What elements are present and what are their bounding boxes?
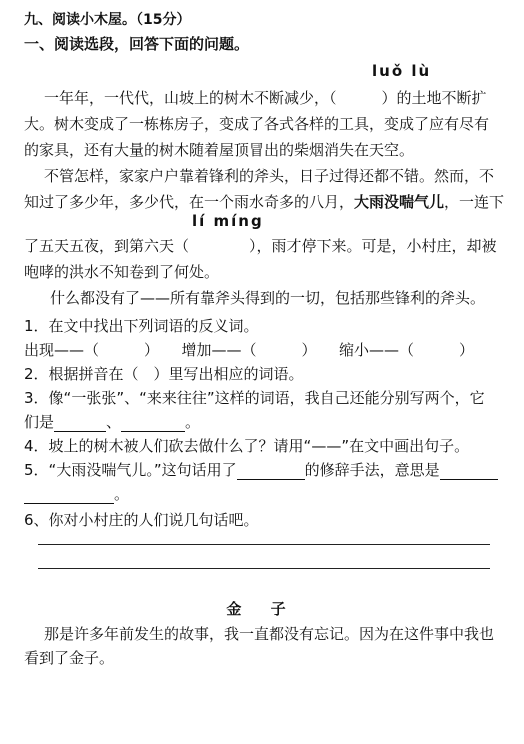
pinyin-li-ming: lí míng [192,212,264,230]
passage-p2-line2-c: ，一连下 [444,193,505,211]
passage-p2-line2 [24,192,512,212]
question-5-part-a: 5．“大雨没喘气儿。”这句话用了 [24,461,237,479]
question-3-line1: 3．像“一张张”、“来来往往”这样的词语，我自己还能分别写两个，它 [24,389,485,407]
next-story-line2: 看到了金子。 [24,649,115,667]
question-3-end: 。 [185,413,201,431]
question-5-line2 [24,484,512,504]
question-5-part-b: 的修辞手法，意思是 [304,461,440,479]
question-5-line1 [24,460,512,480]
passage-p2-line2-a: 知过了多少年，多少代，在一个雨水奇多的八月， [24,193,355,211]
next-story-title: 金 子 [226,600,298,618]
answer-line-1[interactable] [38,544,490,545]
passage-p1-line1: 一年年，一代代，山坡上的树木不断减少，（ ）的土地不断扩 [44,89,487,107]
question-6: 6、你对小村庄的人们说几句话吧。 [24,511,259,529]
answer-blank-5c[interactable] [24,487,114,504]
passage-bold-phrase: 大雨没喘气儿 [354,193,445,211]
answer-blank-3b[interactable] [121,415,185,432]
section-title: 九、阅读小木屋。（15分） [24,12,191,28]
answer-blank-3a[interactable] [54,415,106,432]
pinyin-luo-lu: luǒ lù [372,62,432,80]
question-2: 2．根据拼音在（ ）里写出相应的词语。 [24,365,304,383]
passage-p1-line3: 的家具，还有大量的树木随着屋顶冒出的柴烟消失在天空。 [24,141,415,159]
question-3-line2 [24,412,512,432]
passage-p1-line2: 大。树木变成了一栋栋房子，变成了各式各样的工具，变成了应有尽有 [24,115,490,133]
question-3-sep: 、 [106,413,122,431]
part1-heading: 一、阅读选段，回答下面的问题。 [24,35,250,53]
question-1-items[interactable]: 出现——（ ） 增加——（ ） 缩小——（ ） [24,341,475,359]
question-5-end: 。 [114,485,130,503]
question-3-prefix: 们是 [24,413,55,431]
question-4: 4．坡上的树木被人们砍去做什么了？请用“——”在文中画出句子。 [24,437,470,455]
question-1: 1．在文中找出下列词语的反义词。 [24,317,259,335]
passage-p2-line4: 咆哮的洪水不知卷到了何处。 [24,263,220,281]
next-story-line1: 那是许多年前发生的故事，我一直都没有忘记。因为在这件事中我也 [44,625,495,643]
passage-p2-line1: 不管怎样，家家户户靠着锋利的斧头，日子过得还都不错。然而，不 [44,167,495,185]
answer-blank-5a[interactable] [237,463,305,480]
passage-p3-line1: 什么都没有了——所有靠斧头得到的一切，包括那些锋利的斧头。 [50,289,486,307]
passage-p2-line3: 了五天五夜，到第六天（ ），雨才停下来。可是，小村庄，却被 [24,237,497,255]
answer-blank-5b[interactable] [440,463,498,480]
answer-line-2[interactable] [38,568,490,569]
